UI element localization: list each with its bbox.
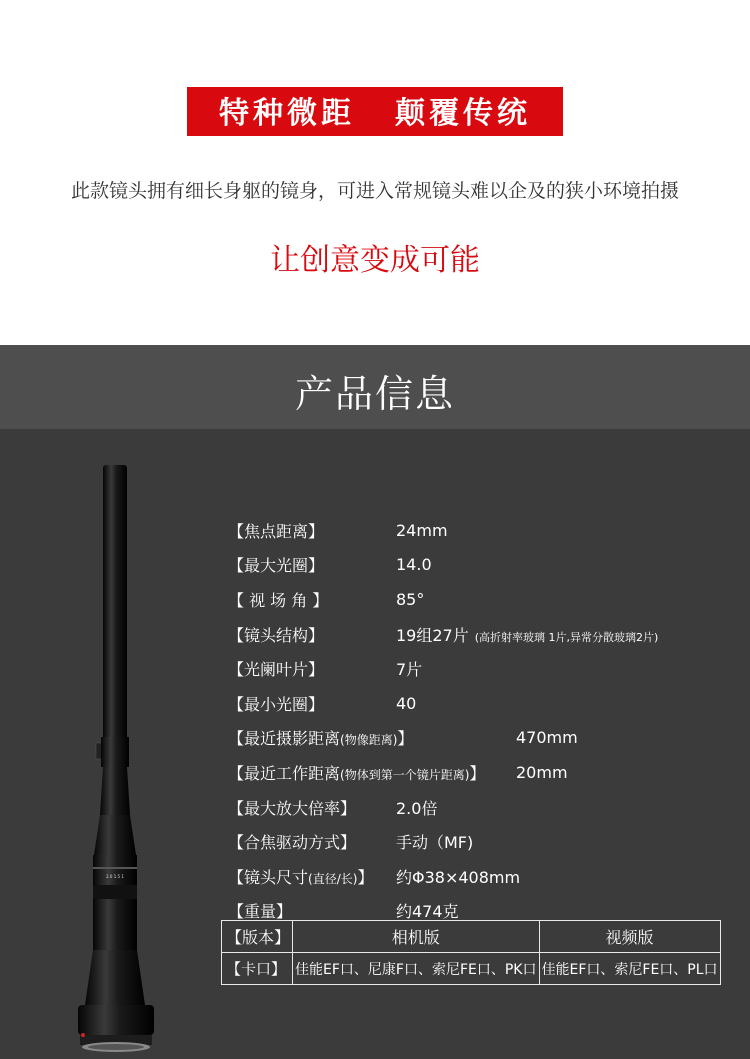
spec-row — [228, 582, 728, 617]
spec-row — [228, 755, 728, 790]
table-row — [222, 921, 721, 953]
red-banner — [187, 87, 563, 133]
section-title: 产品信息 — [294, 372, 455, 416]
spec-label-end: 】 — [397, 729, 414, 749]
spec-row — [228, 651, 728, 686]
spec-value: 手动（MF) — [396, 833, 474, 853]
spec-label-note: (物体到第一个镜片距离) — [340, 767, 470, 782]
spec-label-end: 】 — [357, 867, 374, 887]
spec-label: 【最小光圈】 — [228, 694, 325, 714]
spec-row — [228, 617, 728, 652]
spec-row — [228, 859, 728, 894]
spec-label: 【合焦驱动方式】 — [228, 833, 357, 853]
banner-underline — [187, 133, 563, 136]
spec-value: 约474克 — [396, 902, 459, 922]
spec-value: 85° — [396, 589, 425, 609]
spec-list — [228, 513, 728, 928]
spec-row — [228, 824, 728, 859]
spec-row — [228, 548, 728, 583]
spec-value-note: (高折射率玻璃 1片,异常分散玻璃2片) — [474, 630, 659, 644]
spec-label — [228, 726, 413, 749]
spec-label: 【焦点距离】 — [228, 521, 325, 541]
spec-label-main: 【最近摄影距离 — [228, 729, 341, 749]
spec-label — [228, 865, 373, 888]
table-cell: 【版本】 — [222, 921, 293, 953]
svg-text:2.0 1.5 1: 2.0 1.5 1 — [106, 874, 124, 879]
spec-value-main: 19组27片 — [396, 625, 469, 645]
spec-value: 470mm — [516, 728, 578, 748]
spec-label: 【光阑叶片】 — [228, 660, 325, 680]
version-table — [221, 920, 721, 985]
spec-value: 14.0 — [396, 555, 432, 575]
spec-label-main: 【最近工作距离 — [228, 763, 341, 783]
top-section — [0, 0, 750, 345]
spec-label: 【 视 场 角 】 — [228, 590, 329, 610]
spec-value: 24mm — [396, 520, 448, 540]
spec-row — [228, 513, 728, 548]
table-row — [222, 953, 721, 985]
spec-row — [228, 686, 728, 721]
spec-value: 20mm — [516, 762, 568, 782]
table-cell: 佳能EF口、索尼FE口、PL口 — [539, 953, 720, 985]
spec-label: 【最大光圈】 — [228, 556, 325, 576]
table-cell: 视频版 — [539, 921, 720, 953]
spec-label — [228, 761, 485, 784]
table-cell: 相机版 — [293, 921, 539, 953]
spec-row — [228, 790, 728, 825]
spec-label-note: (物像距离) — [340, 733, 398, 748]
product-info-section — [0, 345, 750, 1059]
table-cell: 佳能EF口、尼康F口、索尼FE口、PK口 — [293, 953, 539, 985]
spec-value: 40 — [396, 693, 417, 713]
slogan-text: 让创意变成可能 — [270, 243, 480, 278]
spec-value — [396, 623, 658, 646]
spec-value: 约Φ38×408mm — [396, 867, 521, 887]
spec-value: 7片 — [396, 660, 423, 680]
spec-label-note: (直径/长) — [308, 871, 358, 886]
lens-image — [70, 465, 170, 1059]
spec-row — [228, 721, 728, 756]
spec-label-end: 】 — [469, 763, 486, 783]
spec-label: 【最大放大倍率】 — [228, 798, 357, 818]
spec-value: 2.0倍 — [396, 798, 438, 818]
table-cell: 【卡口】 — [222, 953, 293, 985]
description-text: 此款镜头拥有细长身躯的镜身，可进入常规镜头难以企及的狭小环境拍摄 — [70, 180, 679, 202]
spec-label: 【镜头结构】 — [228, 625, 325, 645]
banner-left-text: 特种微距 — [219, 96, 355, 131]
banner-right-text: 颠覆传统 — [395, 96, 531, 131]
spec-label: 【重量】 — [228, 902, 293, 922]
spec-label-main: 【镜头尺寸 — [228, 867, 309, 887]
